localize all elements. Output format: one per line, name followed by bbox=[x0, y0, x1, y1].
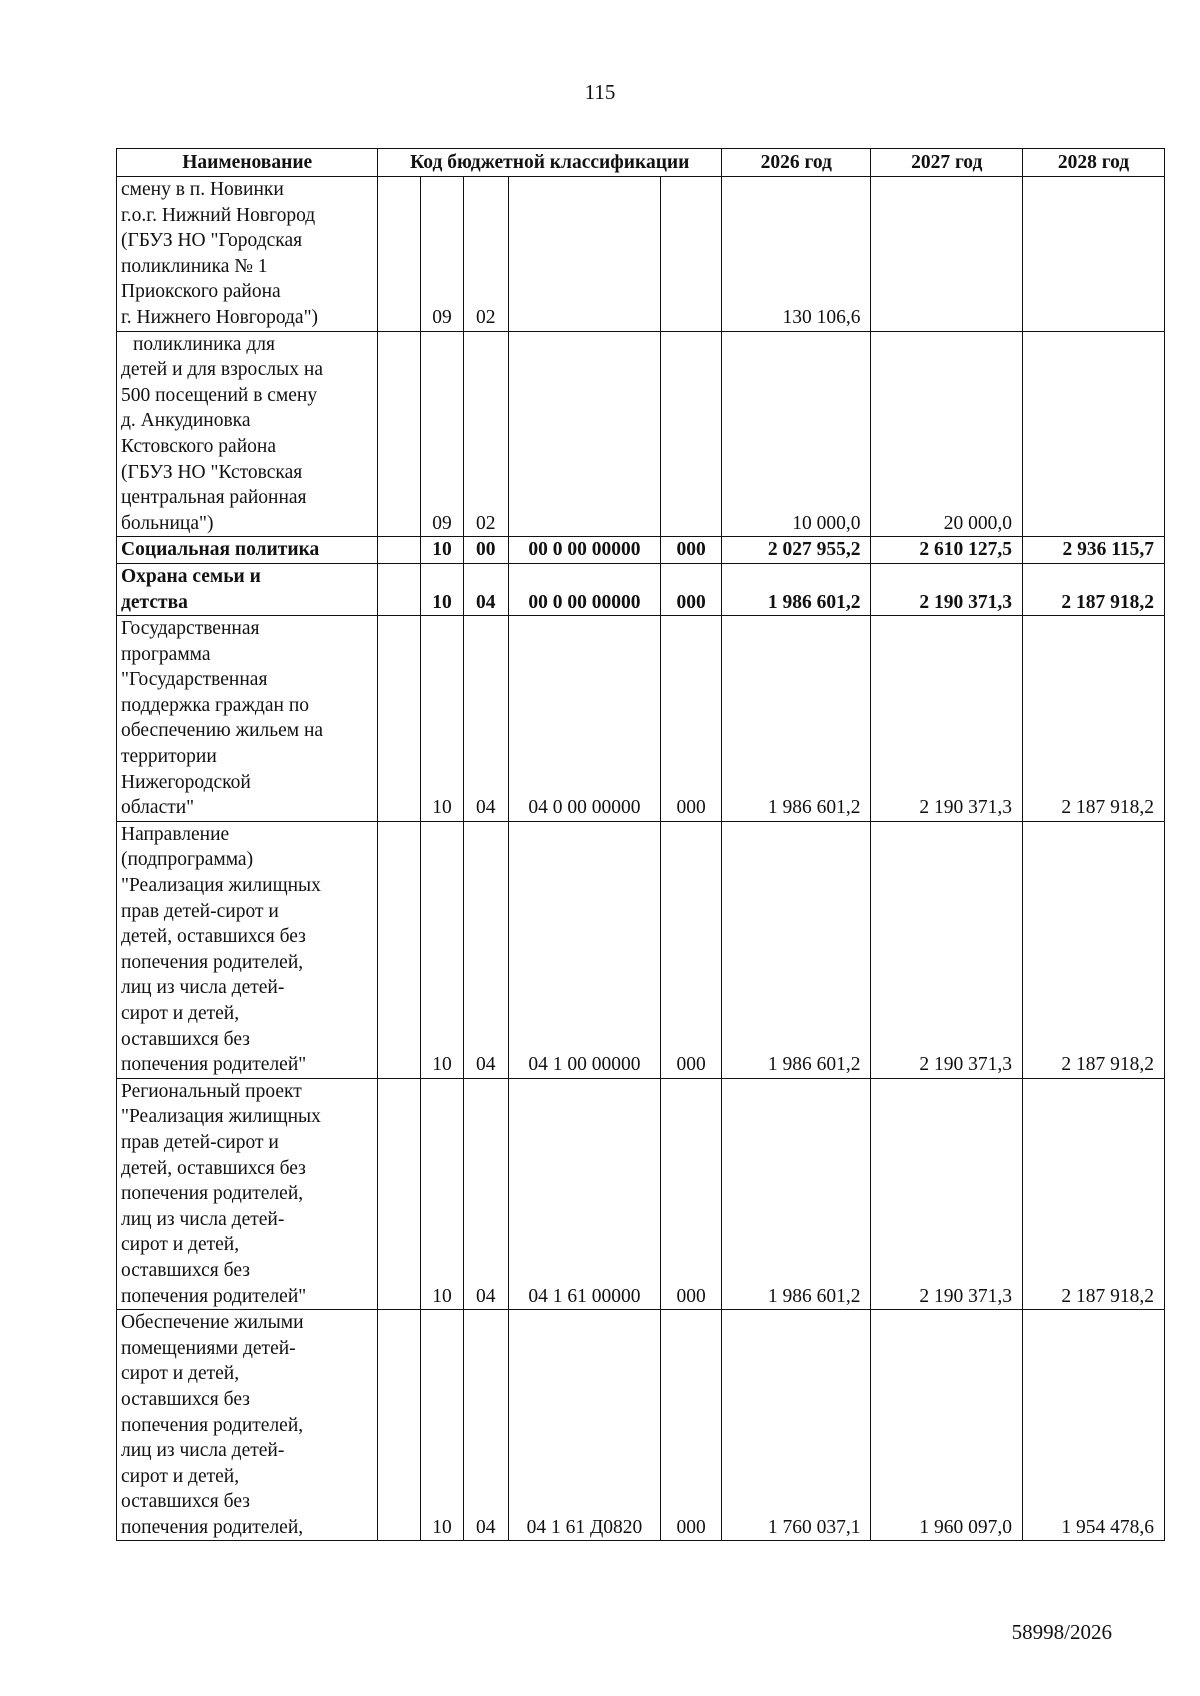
row-name-line: лиц из числа детей- bbox=[121, 1440, 285, 1462]
row-name-line: программа bbox=[121, 643, 211, 665]
code-expense-type: 000 bbox=[661, 821, 722, 1078]
code-subsection: 04 bbox=[463, 821, 508, 1078]
table-body bbox=[117, 177, 1165, 1541]
row-name-line: области" bbox=[121, 797, 195, 819]
header-2028: 2028 год bbox=[1022, 149, 1164, 177]
table-row bbox=[117, 331, 1165, 537]
row-name-line: Кстовского района bbox=[121, 435, 276, 457]
table-row bbox=[117, 616, 1165, 822]
code-subsection: 02 bbox=[463, 177, 508, 332]
code-subsection: 04 bbox=[463, 563, 508, 615]
row-name-line: 500 посещений в смену bbox=[121, 384, 318, 406]
amount-2028 bbox=[1022, 177, 1164, 332]
row-name-line: попечения родителей" bbox=[121, 1285, 307, 1307]
amount-2026: 10 000,0 bbox=[722, 331, 871, 537]
amount-2028: 1 954 478,6 bbox=[1022, 1310, 1164, 1541]
code-target-article bbox=[508, 177, 661, 332]
code-target-article: 04 1 00 00000 bbox=[508, 821, 661, 1078]
code-blank bbox=[378, 331, 421, 537]
code-expense-type: 000 bbox=[661, 616, 722, 822]
row-name-line: сирот и детей, bbox=[121, 1465, 240, 1487]
row-name-line: Государственная bbox=[121, 618, 260, 640]
code-blank bbox=[378, 177, 421, 332]
amount-2028: 2 187 918,2 bbox=[1022, 616, 1164, 822]
amount-2027: 1 960 097,0 bbox=[871, 1310, 1023, 1541]
code-subsection: 02 bbox=[463, 331, 508, 537]
row-name-line: детей, оставшихся без bbox=[121, 1157, 306, 1179]
row-name-line: г. Нижнего Новгорода") bbox=[121, 306, 319, 328]
row-name-line: "Реализация жилищных bbox=[121, 875, 321, 897]
code-expense-type: 000 bbox=[661, 1310, 722, 1541]
amount-2027 bbox=[871, 177, 1023, 332]
row-name bbox=[117, 1310, 378, 1541]
row-name bbox=[117, 616, 378, 822]
amount-2028: 2 187 918,2 bbox=[1022, 563, 1164, 615]
row-name-line: Направление bbox=[121, 823, 230, 845]
amount-2026: 1 760 037,1 bbox=[722, 1310, 871, 1541]
row-name-line: попечения родителей, bbox=[121, 951, 304, 973]
row-name-line: больница") bbox=[121, 512, 214, 534]
row-name-line: оставшихся без bbox=[121, 1388, 250, 1410]
amount-2028: 2 187 918,2 bbox=[1022, 821, 1164, 1078]
row-name-line: г.о.г. Нижний Новгород bbox=[121, 204, 316, 226]
code-target-article: 04 1 61 Д0820 bbox=[508, 1310, 661, 1541]
table-header-row bbox=[117, 149, 1165, 177]
amount-2028: 2 187 918,2 bbox=[1022, 1078, 1164, 1309]
amount-2026: 1 986 601,2 bbox=[722, 616, 871, 822]
code-section: 10 bbox=[421, 1078, 464, 1309]
row-name-line: "Государственная bbox=[121, 669, 268, 691]
code-expense-type: 000 bbox=[661, 1078, 722, 1309]
amount-2026: 1 986 601,2 bbox=[722, 563, 871, 615]
code-subsection: 00 bbox=[463, 537, 508, 564]
row-name-line: сирот и детей, bbox=[121, 1363, 240, 1385]
code-target-article: 00 0 00 00000 bbox=[508, 563, 661, 615]
row-name bbox=[117, 177, 378, 332]
row-name-line: детей, оставшихся без bbox=[121, 926, 306, 948]
code-expense-type bbox=[661, 331, 722, 537]
row-name-line: оставшихся без bbox=[121, 1259, 250, 1281]
amount-2027: 20 000,0 bbox=[871, 331, 1023, 537]
code-target-article: 04 1 61 00000 bbox=[508, 1078, 661, 1309]
code-subsection: 04 bbox=[463, 1078, 508, 1309]
row-name-line: поликлиника для bbox=[133, 333, 275, 355]
row-name bbox=[117, 821, 378, 1078]
amount-2027: 2 190 371,3 bbox=[871, 1078, 1023, 1309]
code-section: 10 bbox=[421, 537, 464, 564]
document-id: 58998/2026 bbox=[1011, 1620, 1112, 1644]
row-name-line: попечения родителей" bbox=[121, 1054, 307, 1076]
code-blank bbox=[378, 616, 421, 822]
row-name-line: (ГБУЗ НО "Городская bbox=[121, 230, 303, 252]
row-name-line: лиц из числа детей- bbox=[121, 1208, 285, 1230]
row-name-line: сирот и детей, bbox=[121, 1003, 240, 1024]
table-row bbox=[117, 177, 1165, 332]
row-name-line: территории bbox=[121, 746, 217, 768]
row-name-line: оставшихся без bbox=[121, 1028, 250, 1050]
row-name-line: помещениями детей- bbox=[121, 1337, 296, 1359]
table-row bbox=[117, 1310, 1165, 1541]
amount-2027: 2 190 371,3 bbox=[871, 821, 1023, 1078]
row-name-line: "Реализация жилищных bbox=[121, 1106, 321, 1128]
row-name-line: (подпрограмма) bbox=[121, 849, 254, 871]
row-name bbox=[117, 563, 378, 615]
row-name-line: Приокского района bbox=[121, 281, 281, 303]
row-name-line: Региональный проект bbox=[121, 1080, 302, 1102]
amount-2026: 130 106,6 bbox=[722, 177, 871, 332]
amount-2026: 1 986 601,2 bbox=[722, 1078, 871, 1309]
code-section: 09 bbox=[421, 177, 464, 332]
row-name-line: лиц из числа детей- bbox=[121, 977, 285, 999]
row-name-line: обеспечению жильем на bbox=[121, 720, 324, 742]
table-row bbox=[117, 537, 1165, 564]
row-name-line: детей и для взрослых на bbox=[121, 359, 323, 381]
amount-2026: 2 027 955,2 bbox=[722, 537, 871, 564]
code-expense-type: 000 bbox=[661, 563, 722, 615]
amount-2027: 2 610 127,5 bbox=[871, 537, 1023, 564]
table-row bbox=[117, 1078, 1165, 1309]
row-name-line: попечения родителей, bbox=[121, 1516, 304, 1538]
amount-2027: 2 190 371,3 bbox=[871, 616, 1023, 822]
table-row bbox=[117, 821, 1165, 1078]
row-name-line: Охрана семьи и bbox=[121, 565, 261, 587]
row-name-line: д. Анкудиновка bbox=[121, 410, 251, 432]
amount-2026: 1 986 601,2 bbox=[722, 821, 871, 1078]
row-name-line: попечения родителей, bbox=[121, 1414, 304, 1436]
row-name-line: оставшихся без bbox=[121, 1491, 250, 1513]
header-2027: 2027 год bbox=[871, 149, 1023, 177]
row-name-line: центральная районная bbox=[121, 487, 307, 509]
code-blank bbox=[378, 1078, 421, 1309]
row-name bbox=[117, 331, 378, 537]
code-subsection: 04 bbox=[463, 1310, 508, 1541]
table-row bbox=[117, 563, 1165, 615]
row-name bbox=[117, 537, 378, 564]
code-section: 10 bbox=[421, 1310, 464, 1541]
row-name-line: детства bbox=[121, 591, 188, 613]
row-name-line: (ГБУЗ НО "Кстовская bbox=[121, 461, 303, 483]
code-expense-type: 000 bbox=[661, 537, 722, 564]
row-name-line: Обеспечение жилыми bbox=[121, 1312, 304, 1334]
header-budget-code: Код бюджетной классификации bbox=[378, 149, 722, 177]
code-blank bbox=[378, 1310, 421, 1541]
budget-table bbox=[116, 148, 1165, 1541]
amount-2028 bbox=[1022, 331, 1164, 537]
row-name-line: смену в п. Новинки bbox=[121, 179, 284, 200]
amount-2027: 2 190 371,3 bbox=[871, 563, 1023, 615]
row-name bbox=[117, 1078, 378, 1309]
code-blank bbox=[378, 563, 421, 615]
header-2026: 2026 год bbox=[722, 149, 871, 177]
code-section: 10 bbox=[421, 563, 464, 615]
row-name-line: попечения родителей, bbox=[121, 1183, 304, 1205]
code-subsection: 04 bbox=[463, 616, 508, 822]
code-expense-type bbox=[661, 177, 722, 332]
amount-2028: 2 936 115,7 bbox=[1022, 537, 1164, 564]
header-name: Наименование bbox=[117, 149, 378, 177]
code-section: 10 bbox=[421, 821, 464, 1078]
code-section: 09 bbox=[421, 331, 464, 537]
page-number: 115 bbox=[584, 80, 616, 104]
row-name-line: поддержка граждан по bbox=[121, 694, 310, 716]
row-name-line: Социальная политика bbox=[121, 539, 320, 561]
code-section: 10 bbox=[421, 616, 464, 822]
row-name-line: прав детей-сирот и bbox=[121, 1131, 279, 1153]
row-name-line: сирот и детей, bbox=[121, 1234, 240, 1256]
row-name-line: Нижегородской bbox=[121, 771, 251, 793]
code-blank bbox=[378, 537, 421, 564]
code-target-article: 04 0 00 00000 bbox=[508, 616, 661, 822]
row-name-line: прав детей-сирот и bbox=[121, 900, 279, 922]
code-blank bbox=[378, 821, 421, 1078]
code-target-article bbox=[508, 331, 661, 537]
code-target-article: 00 0 00 00000 bbox=[508, 537, 661, 564]
row-name-line: поликлиника № 1 bbox=[121, 255, 268, 277]
